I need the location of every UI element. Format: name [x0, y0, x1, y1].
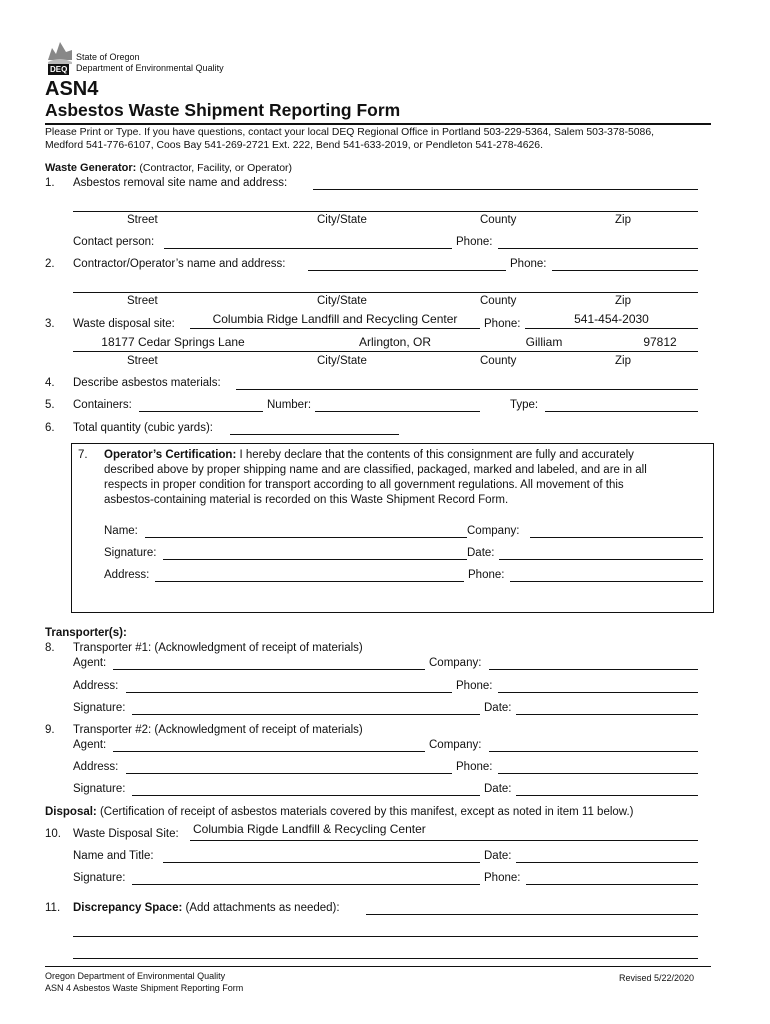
- contact-person-field[interactable]: [164, 248, 452, 249]
- zip-caption: Zip: [615, 214, 631, 226]
- t2-date-field[interactable]: [516, 795, 698, 796]
- cert-address-field[interactable]: [155, 581, 464, 582]
- item-3-number: 3.: [45, 318, 55, 330]
- t1-company-field[interactable]: [489, 669, 698, 670]
- certification-text-1-body: I hereby declare that the contents of this consignment are fully and accurately: [239, 449, 634, 461]
- disposal-phone-field[interactable]: [526, 884, 698, 885]
- contractor-name-field[interactable]: [308, 270, 506, 271]
- contractor-phone-field[interactable]: [552, 270, 698, 271]
- cert-company-field[interactable]: [530, 537, 703, 538]
- containers-label: Containers:: [73, 399, 132, 411]
- cert-signature-field[interactable]: [163, 559, 467, 560]
- contact-phone-label: Phone:: [456, 236, 493, 248]
- t2-signature-label: Signature:: [73, 783, 126, 795]
- item-6-label: Total quantity (cubic yards):: [73, 422, 213, 434]
- cert-phone-label: Phone:: [468, 569, 505, 581]
- disposal-heading-note: (Certification of receipt of asbestos materials covered by this manifest, except as noted in item 11 below.): [99, 806, 634, 818]
- t1-address-field[interactable]: [126, 692, 452, 693]
- item-8-number: 8.: [45, 642, 55, 654]
- total-quantity-field[interactable]: [230, 434, 399, 435]
- type-field[interactable]: [545, 411, 698, 412]
- disposal-signature-label: Signature:: [73, 872, 126, 884]
- city-state-caption-3: City/State: [317, 355, 367, 367]
- item-4-label: Describe asbestos materials:: [73, 377, 221, 389]
- number-field[interactable]: [315, 411, 480, 412]
- footer-line-2: ASN 4 Asbestos Waste Shipment Reporting Form: [45, 983, 244, 993]
- discrepancy-line-2[interactable]: [73, 936, 698, 937]
- t2-date-label: Date:: [484, 783, 512, 795]
- t1-date-label: Date:: [484, 702, 512, 714]
- item-11-label: [73, 902, 340, 914]
- removal-site-address-field[interactable]: [73, 211, 698, 212]
- t1-phone-label: Phone:: [456, 680, 493, 692]
- item-5-number: 5.: [45, 399, 55, 411]
- transporter-2-label: Transporter #2: (Acknowledgment of receipt of materials): [73, 724, 363, 736]
- intro-text-2: Medford 541-776-6107, Coos Bay 541-269-2721 Ext. 222, Bend 541-633-2019, or Pendleton 541-278-4626.: [45, 140, 543, 151]
- t2-agent-label: Agent:: [73, 739, 107, 751]
- t2-phone-label: Phone:: [456, 761, 493, 773]
- disposal-site-phone-line: [525, 328, 698, 329]
- cert-company-label: Company:: [467, 525, 520, 537]
- item-2-number: 2.: [45, 258, 55, 270]
- disposal-site-phone-field[interactable]: 541-454-2030: [574, 312, 649, 326]
- county-caption: County: [480, 214, 517, 226]
- cert-address-label: Address:: [104, 569, 150, 581]
- disposal-site-name-line: [190, 328, 480, 329]
- t1-signature-label: Signature:: [73, 702, 126, 714]
- certification-text-1: [104, 449, 634, 461]
- t1-company-label: Company:: [429, 657, 482, 669]
- t2-company-label: Company:: [429, 739, 482, 751]
- cert-signature-label: Signature:: [104, 547, 157, 559]
- footer-line-1: Oregon Department of Environmental Quality: [45, 971, 226, 981]
- cert-name-label: Name:: [104, 525, 138, 537]
- street-caption-3: Street: [127, 355, 158, 367]
- footer-rule: [45, 966, 711, 967]
- item-10-number: 10.: [45, 828, 61, 840]
- city-state-caption: City/State: [317, 214, 367, 226]
- disposal-phone-label: Phone:: [484, 872, 521, 884]
- item-9-number: 9.: [45, 724, 55, 736]
- t1-date-field[interactable]: [516, 714, 698, 715]
- item-6-number: 6.: [45, 422, 55, 434]
- disposal-date-label: Date:: [484, 850, 512, 862]
- t2-company-field[interactable]: [489, 751, 698, 752]
- generator-heading-note: (Contractor, Facility, or Operator): [139, 162, 293, 174]
- certification-text-3: respects in proper condition for transport according to all government regulations. All movement of this: [104, 479, 624, 491]
- t1-agent-field[interactable]: [113, 669, 425, 670]
- item-4-number: 4.: [45, 377, 55, 389]
- removal-site-name-field[interactable]: [313, 189, 698, 190]
- t2-phone-field[interactable]: [498, 773, 698, 774]
- type-label: Type:: [510, 399, 539, 411]
- city-state-caption-2: City/State: [317, 295, 367, 307]
- disposal-heading-label: Disposal:: [45, 806, 97, 818]
- disposal-site-line: [190, 840, 698, 841]
- disposal-site-county-field[interactable]: Gilliam: [525, 335, 563, 349]
- form-code: ASN4: [45, 78, 99, 100]
- certification-title: Operator’s Certification:: [104, 449, 237, 461]
- cert-date-label: Date:: [467, 547, 495, 559]
- item-10-label: Waste Disposal Site:: [73, 828, 179, 840]
- discrepancy-line-1[interactable]: [366, 914, 698, 915]
- item-1-number: 1.: [45, 177, 55, 189]
- containers-field[interactable]: [139, 411, 263, 412]
- disposal-site-zip-field[interactable]: 97812: [643, 335, 677, 349]
- agency-department: Department of Environmental Quality: [76, 63, 224, 73]
- zip-caption-3: Zip: [615, 355, 631, 367]
- name-title-field[interactable]: [163, 862, 480, 863]
- certification-text-4: asbestos-containing material is recorded on this Waste Shipment Record Form.: [104, 494, 509, 506]
- contractor-address-field[interactable]: [73, 292, 698, 293]
- item-11-number: 11.: [45, 902, 61, 914]
- contact-person-label: Contact person:: [73, 236, 155, 248]
- disposal-site-field[interactable]: Columbia Rigde Landfill & Recycling Center: [193, 822, 426, 836]
- transporters-heading: Transporter(s):: [45, 627, 127, 639]
- disposal-site-name-field[interactable]: Columbia Ridge Landfill and Recycling Center: [212, 312, 458, 326]
- generator-heading: [45, 162, 292, 174]
- t1-agent-label: Agent:: [73, 657, 107, 669]
- t2-address-field[interactable]: [126, 773, 452, 774]
- item-7-number: 7.: [78, 449, 88, 461]
- certification-text-2: described above by proper shipping name and are classified, packaged, marked and labeled, and are in all: [104, 464, 647, 476]
- t2-address-label: Address:: [73, 761, 119, 773]
- t1-address-label: Address:: [73, 680, 119, 692]
- contact-phone-field[interactable]: [498, 248, 698, 249]
- discrepancy-note: (Add attachments as needed):: [185, 902, 340, 914]
- zip-caption-2: Zip: [615, 295, 631, 307]
- disposal-heading: [45, 806, 633, 818]
- number-label: Number:: [267, 399, 312, 411]
- disposal-site-address-line: [73, 351, 698, 352]
- disposal-site-street-field[interactable]: 18177 Cedar Springs Lane: [101, 335, 245, 349]
- cert-phone-field[interactable]: [510, 581, 703, 582]
- name-title-label: Name and Title:: [73, 850, 154, 862]
- t2-agent-field[interactable]: [113, 751, 425, 752]
- disposal-date-field[interactable]: [516, 862, 698, 863]
- disposal-signature-field[interactable]: [132, 884, 480, 885]
- generator-heading-label: Waste Generator:: [45, 162, 137, 174]
- disposal-site-city-field[interactable]: Arlington, OR: [358, 335, 432, 349]
- contractor-phone-label: Phone:: [510, 258, 547, 270]
- asbestos-materials-field[interactable]: [236, 389, 698, 390]
- footer-revised: Revised 5/22/2020: [619, 973, 695, 983]
- item-1-label: Asbestos removal site name and address:: [73, 177, 288, 189]
- t2-signature-field[interactable]: [132, 795, 480, 796]
- form-title: Asbestos Waste Shipment Reporting Form: [45, 100, 401, 120]
- county-caption-3: County: [480, 355, 517, 367]
- county-caption-2: County: [480, 295, 517, 307]
- disposal-site-phone-label: Phone:: [484, 318, 521, 330]
- header-rule: [45, 123, 711, 125]
- t1-signature-field[interactable]: [132, 714, 480, 715]
- transporter-1-label: Transporter #1: (Acknowledgment of receipt of materials): [73, 642, 363, 654]
- item-3-label: Waste disposal site:: [73, 318, 175, 330]
- item-2-label: Contractor/Operator’s name and address:: [73, 258, 286, 270]
- agency-state: State of Oregon: [76, 52, 140, 62]
- discrepancy-line-3[interactable]: [73, 958, 698, 959]
- street-caption-2: Street: [127, 295, 158, 307]
- cert-name-field[interactable]: [145, 537, 467, 538]
- street-caption: Street: [127, 214, 158, 226]
- deq-logo-badge: DEQ: [50, 65, 68, 74]
- t1-phone-field[interactable]: [498, 692, 698, 693]
- discrepancy-title: Discrepancy Space:: [73, 902, 183, 914]
- intro-text-1: Please Print or Type. If you have questions, contact your local DEQ Regional Office in Portland 503-229-5364, Salem 503-378-5086,: [45, 127, 654, 138]
- cert-date-field[interactable]: [499, 559, 703, 560]
